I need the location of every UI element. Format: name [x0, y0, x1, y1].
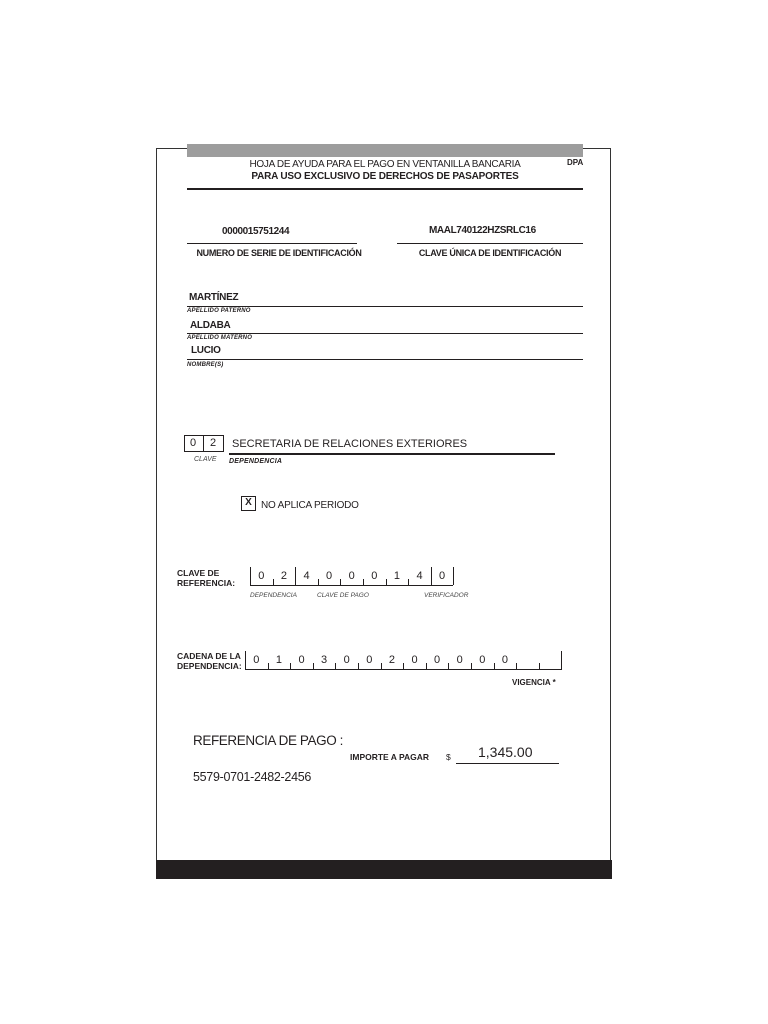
paternal-surname-label: APELLIDO PATERNO: [187, 308, 251, 314]
dependency-chain-tick: [403, 663, 404, 669]
reference-key-tick: [250, 567, 251, 585]
maternal-surname-line: [187, 333, 583, 334]
paternal-surname-line: [187, 306, 583, 307]
dependency-chain-tick: [516, 663, 517, 669]
dependency-code-digit: 2: [209, 437, 217, 449]
reference-sub-dependency: DEPENDENCIA: [250, 592, 297, 599]
given-name-label: NOMBRE(S): [187, 362, 224, 368]
dependency-chain-digit: 0: [253, 654, 260, 666]
curp-line: [397, 243, 583, 244]
dependency-name-label: DEPENDENCIA: [229, 458, 283, 465]
dependency-chain-tick: [381, 663, 382, 669]
header-gray-bar: [187, 144, 583, 157]
header-divider: [187, 188, 583, 190]
dependency-chain-tick: [313, 663, 314, 669]
dependency-chain-digit: 0: [434, 654, 441, 666]
reference-key-digit: 2: [280, 570, 287, 582]
form-title: HOJA DE AYUDA PARA EL PAGO EN VENTANILLA BANCARIA: [249, 159, 521, 170]
dependency-chain-digit: 2: [388, 654, 395, 666]
reference-key-digit: 0: [371, 570, 378, 582]
dependency-chain-tick: [494, 663, 495, 669]
paternal-surname-value: MARTÍNEZ: [189, 292, 239, 303]
reference-sub-payment-key: CLAVE DE PAGO: [317, 592, 369, 599]
dependency-chain-digit: 1: [275, 654, 282, 666]
dependency-name-line: [229, 453, 555, 455]
reference-key-label-line1: CLAVE DE: [177, 568, 220, 578]
serial-number-value: 0000015751244: [222, 226, 290, 237]
reference-key-digit: 0: [326, 570, 333, 582]
maternal-surname-value: ALDABA: [190, 320, 231, 331]
dependency-chain-digit: 0: [456, 654, 463, 666]
reference-key-digit: 4: [303, 570, 310, 582]
reference-key-tick: [431, 567, 432, 585]
payment-reference-label: REFERENCIA DE PAGO :: [193, 733, 344, 748]
dependency-chain-digit: 0: [501, 654, 508, 666]
dependency-chain-digit: 0: [298, 654, 305, 666]
reference-key-digit: 0: [258, 570, 265, 582]
dependency-chain-digit: 0: [411, 654, 418, 666]
reference-key-tick: [453, 567, 454, 585]
given-name-value: LUCIO: [191, 345, 221, 356]
dependency-chain-label-line2: DEPENDENCIA:: [177, 661, 242, 671]
dependency-chain-tick: [335, 663, 336, 669]
serial-number-line: [187, 243, 357, 244]
reference-key-digit: 1: [393, 570, 400, 582]
reference-key-digit: 0: [348, 570, 355, 582]
given-name-line: [187, 359, 583, 360]
dependency-name: SECRETARIA DE RELACIONES EXTERIORES: [232, 438, 468, 450]
dependency-chain-digit: 0: [479, 654, 486, 666]
curp-label: CLAVE ÚNICA DE IDENTIFICACIÓN: [418, 248, 562, 258]
reference-sub-verifier: VERIFICADOR: [424, 592, 469, 599]
dependency-chain-tick: [268, 663, 269, 669]
dependency-chain-tick: [426, 663, 427, 669]
reference-key-digit: 4: [416, 570, 423, 582]
reference-key-label-line2: REFERENCIA:: [177, 578, 236, 588]
reference-key-tick: [386, 579, 387, 585]
serial-number-label: NUMERO DE SERIE DE IDENTIFICACIÓN: [196, 248, 362, 258]
amount-value: 1,345.00: [478, 744, 533, 760]
no-period-label: NO APLICA PERIODO: [261, 500, 359, 511]
footer-black-bar: [156, 860, 612, 879]
dependency-code-divider: [203, 435, 204, 452]
dependency-chain-label: [177, 651, 242, 671]
reference-key-tick: [340, 579, 341, 585]
dependency-chain-tick: [358, 663, 359, 669]
form-subtitle: PARA USO EXCLUSIVO DE DERECHOS DE PASAPORTES: [251, 171, 519, 182]
currency-symbol: $: [446, 752, 451, 762]
dependency-chain-digit: 3: [321, 654, 328, 666]
payment-reference-value: 5579-0701-2482-2456: [193, 770, 312, 784]
reference-key-tick: [318, 579, 319, 585]
curp-value: MAAL740122HZSRLC16: [429, 225, 536, 236]
corner-tag: DPA: [567, 158, 584, 167]
dependency-chain-tick: [245, 651, 246, 669]
no-period-checkbox[interactable]: X: [241, 496, 256, 511]
reference-key-tick: [363, 579, 364, 585]
reference-key-label: [177, 568, 235, 588]
dependency-chain-tick: [561, 651, 562, 669]
dependency-chain-tick: [290, 663, 291, 669]
dependency-chain-tick: [448, 663, 449, 669]
reference-key-tick: [295, 567, 296, 585]
amount-line: [456, 763, 559, 764]
dependency-chain-digit: 0: [366, 654, 373, 666]
reference-key-tick: [273, 579, 274, 585]
dependency-chain-tick: [471, 663, 472, 669]
dependency-chain-digit: 0: [343, 654, 350, 666]
validity-label: VIGENCIA *: [512, 678, 556, 687]
dependency-chain-tick: [539, 663, 540, 669]
maternal-surname-label: APELLIDO MATERNO: [187, 335, 253, 341]
dependency-code-label: CLAVE: [194, 456, 217, 463]
dependency-code-digit: 0: [189, 437, 197, 449]
reference-key-digit: 0: [439, 570, 446, 582]
reference-key-baseline: [250, 585, 453, 586]
dependency-chain-baseline: [245, 669, 562, 670]
amount-label: IMPORTE A PAGAR: [350, 752, 430, 762]
dependency-chain-label-line1: CADENA DE LA: [177, 651, 241, 661]
reference-key-tick: [408, 579, 409, 585]
